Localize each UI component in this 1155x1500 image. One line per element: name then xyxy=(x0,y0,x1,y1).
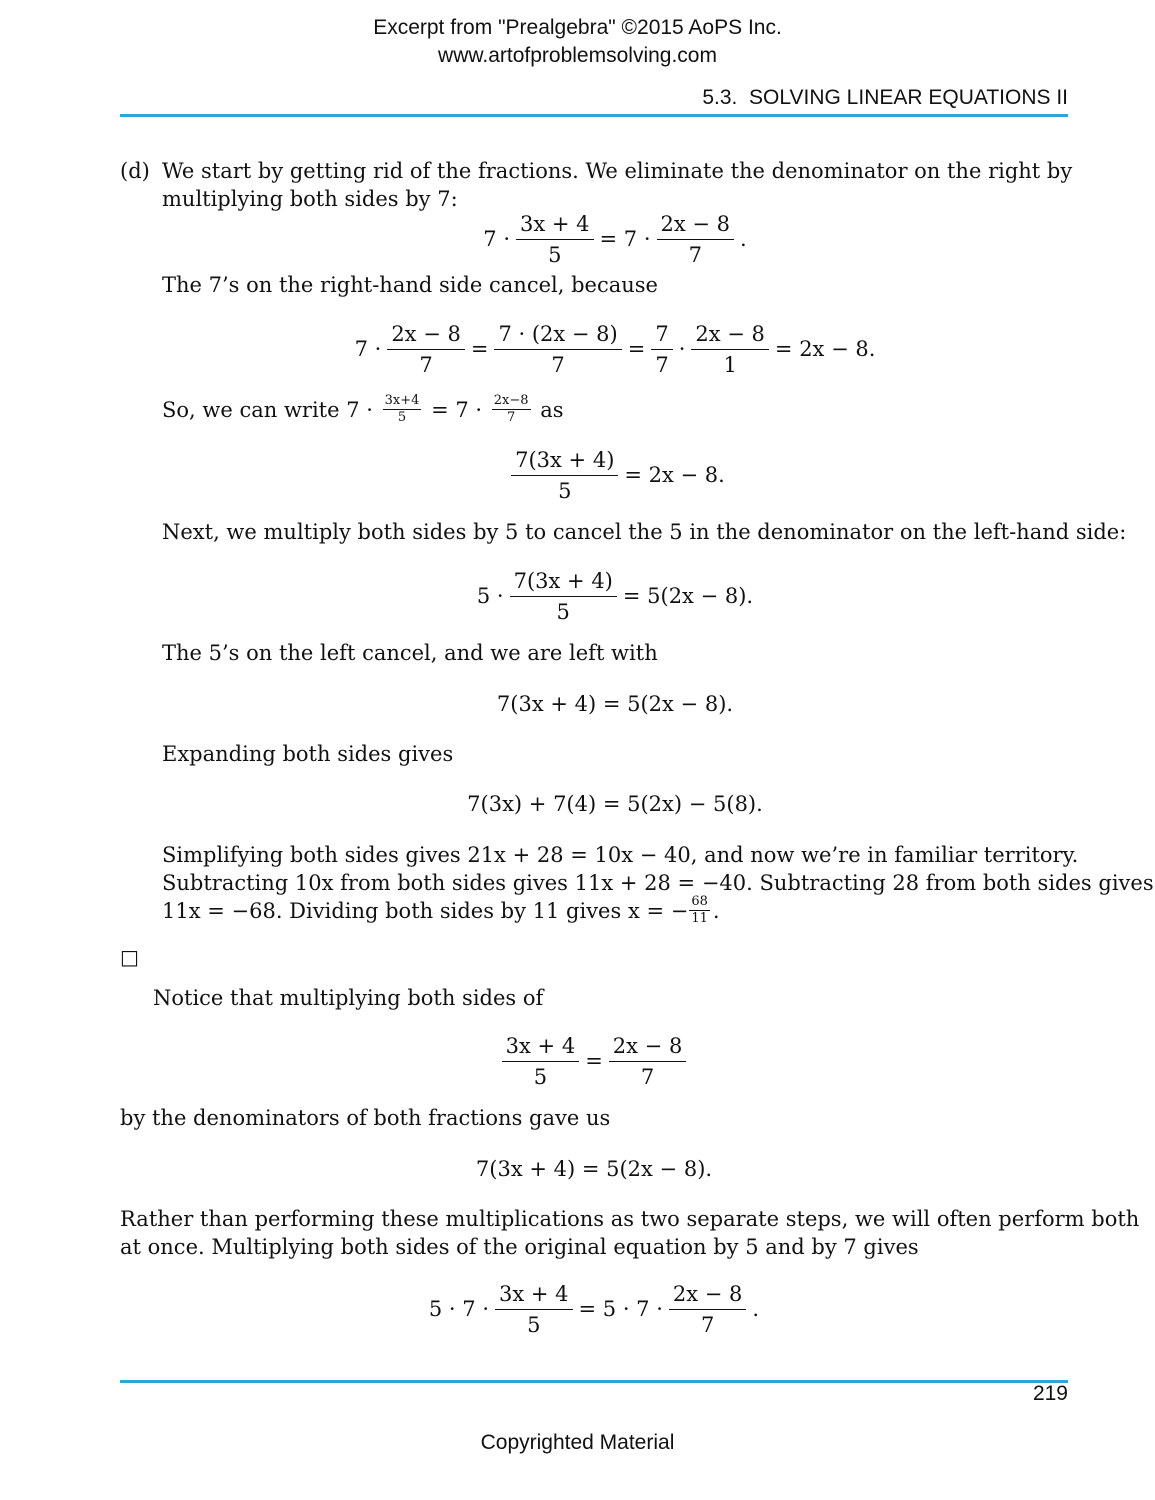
fraction xyxy=(516,212,594,267)
eq-result: = 5(2x − 8). xyxy=(622,584,754,608)
eq-operator: = 7 · xyxy=(431,398,483,422)
denominator: 5 xyxy=(527,1312,541,1337)
fraction xyxy=(511,448,618,503)
equation-1 xyxy=(0,210,1155,268)
paragraph-line: by the denominators of both fractions gave us xyxy=(120,1106,611,1130)
text-run: So, we can write xyxy=(162,398,340,422)
numerator: 2x − 8 xyxy=(669,1282,747,1310)
fraction xyxy=(691,322,769,377)
eq-period: . xyxy=(752,1297,760,1321)
denominator: 5 xyxy=(558,478,572,503)
numerator: 68 xyxy=(691,894,708,909)
eq-result: = 2x − 8. xyxy=(624,463,725,487)
denominator: 5 xyxy=(548,242,562,267)
inline-fraction xyxy=(689,895,710,926)
eq-coefficient: 7 · xyxy=(483,227,510,251)
eq-operator: = 7 · xyxy=(599,227,651,251)
numerator: 3x + 4 xyxy=(502,1034,580,1062)
inline-fraction xyxy=(492,394,531,425)
eq-coefficient: 5 · 7 · xyxy=(428,1297,489,1321)
numerator: 2x − 8 xyxy=(691,322,769,350)
paragraph-line: multiplying both sides by 7: xyxy=(162,187,458,211)
equation-6: 7(3x) + 7(4) = 5(2x) − 5(8). xyxy=(467,792,763,816)
excerpt-header: Excerpt from "Prealgebra" ©2015 AoPS Inc. xyxy=(373,16,782,39)
fraction xyxy=(609,1034,687,1089)
denominator: 5 xyxy=(556,599,570,624)
numerator: 7 · (2x − 8) xyxy=(494,322,621,350)
eq-period: . xyxy=(740,227,747,251)
equation-9 xyxy=(0,1280,1155,1338)
numerator: 3x + 4 xyxy=(516,212,594,240)
eq-coefficient: 5 · xyxy=(476,584,504,608)
equation-7 xyxy=(0,1032,1155,1090)
denominator: 5 xyxy=(397,410,407,425)
fraction xyxy=(494,322,621,377)
equation-2 xyxy=(0,320,1155,378)
fraction xyxy=(502,1034,580,1089)
paragraph-line: The 7’s on the right-hand side cancel, because xyxy=(162,273,658,297)
paragraph-line: Subtracting 10x from both sides gives 11x + 28 = −40. Subtracting 28 from both sides gives xyxy=(162,871,1154,895)
eq-period: . xyxy=(712,899,720,923)
eq-operator: = 5 · 7 · xyxy=(578,1297,663,1321)
paragraph-line: Notice that multiplying both sides of xyxy=(153,986,544,1010)
section-title: 5.3. SOLVING LINEAR EQUATIONS II xyxy=(702,86,1068,109)
equation-8: 7(3x + 4) = 5(2x − 8). xyxy=(475,1157,713,1181)
denominator: 1 xyxy=(723,352,737,377)
equation-4 xyxy=(0,567,1155,625)
eq-operator: = xyxy=(627,337,646,361)
paragraph-line: We start by getting rid of the fractions. We eliminate the denominator on the right by xyxy=(162,159,1073,183)
numerator: 3x+4 xyxy=(384,393,420,408)
numerator: 7(3x + 4) xyxy=(510,569,617,597)
denominator: 7 xyxy=(507,410,516,425)
numerator: 2x − 8 xyxy=(387,322,465,350)
part-label: (d) xyxy=(120,159,150,183)
numerator: 2x − 8 xyxy=(609,1034,687,1062)
text-run: 11x = −68. Dividing both sides by 11 gives x = − xyxy=(162,899,689,923)
paragraph-line xyxy=(162,894,720,928)
paragraph-line: The 5’s on the left cancel, and we are left with xyxy=(162,641,658,665)
paragraph-line xyxy=(162,393,564,427)
fraction xyxy=(510,569,617,624)
denominator: 7 xyxy=(640,1064,655,1089)
denominator: 7 xyxy=(700,1312,715,1337)
equation-3 xyxy=(0,446,1155,504)
numerator: 7(3x + 4) xyxy=(511,448,618,476)
numerator: 2x − 8 xyxy=(657,212,735,240)
equation-5: 7(3x + 4) = 5(2x − 8). xyxy=(496,692,734,716)
page-number: 219 xyxy=(1032,1382,1068,1405)
footer-rule xyxy=(120,1380,1068,1383)
paragraph-line: Rather than performing these multiplications as two separate steps, we will often perform both xyxy=(120,1207,1140,1231)
denominator: 7 xyxy=(551,352,565,377)
paragraph-line: at once. Multiplying both sides of the original equation by 5 and by 7 gives xyxy=(120,1235,919,1259)
denominator: 7 xyxy=(655,352,669,377)
denominator: 11 xyxy=(691,911,708,926)
eq-coefficient: 7 · xyxy=(346,398,373,422)
paragraph-line: Simplifying both sides gives 21x + 28 = 10x − 40, and now we’re in familiar territory. xyxy=(162,843,1079,867)
fraction xyxy=(651,322,672,377)
denominator: 5 xyxy=(533,1064,548,1089)
fraction xyxy=(495,1282,573,1337)
fraction xyxy=(387,322,465,377)
paragraph-line: Expanding both sides gives xyxy=(162,742,454,766)
qed-box: □ xyxy=(120,945,139,969)
source-url[interactable]: www.artofproblemsolving.com xyxy=(438,44,717,67)
eq-operator: = xyxy=(585,1049,603,1073)
numerator: 3x + 4 xyxy=(495,1282,573,1310)
inline-fraction xyxy=(383,394,422,425)
eq-operator: = xyxy=(470,337,489,361)
eq-result: = 2x − 8. xyxy=(774,337,876,361)
numerator: 7 xyxy=(651,322,672,350)
fraction xyxy=(657,212,735,267)
denominator: 7 xyxy=(688,242,702,267)
eq-operator: · xyxy=(678,337,686,361)
text-run: as xyxy=(540,398,564,422)
eq-coefficient: 7 · xyxy=(354,337,382,361)
header-rule xyxy=(120,114,1068,117)
fraction xyxy=(669,1282,747,1337)
numerator: 2x−8 xyxy=(493,393,529,408)
paragraph-line: Next, we multiply both sides by 5 to cancel the 5 in the denominator on the left-hand side: xyxy=(162,520,1127,544)
denominator: 7 xyxy=(419,352,433,377)
copyright-notice: Copyrighted Material xyxy=(480,1431,675,1454)
